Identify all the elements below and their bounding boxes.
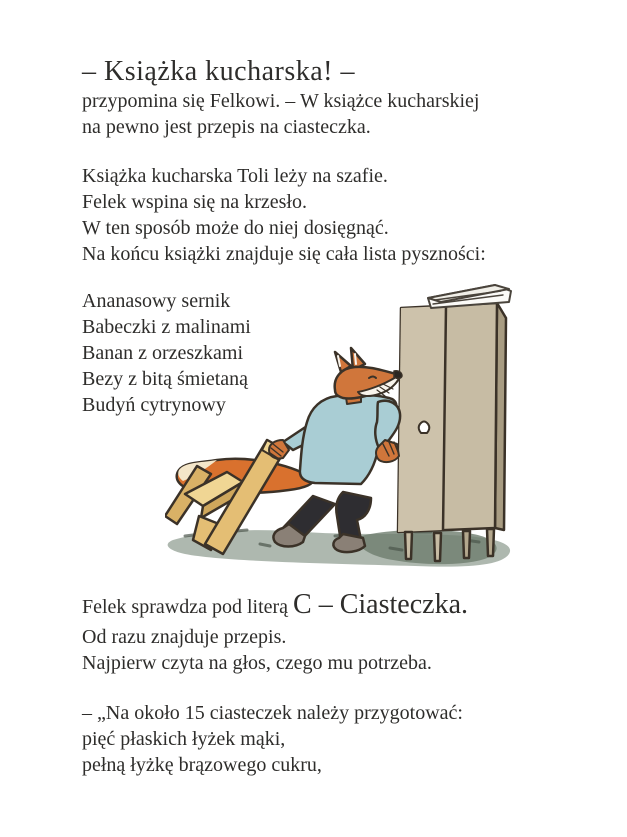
list-item: Babeczki z malinami [82, 316, 251, 338]
list-item: Banan z orzeszkami [82, 342, 244, 364]
big-text-segment: C – Ciasteczka. [293, 589, 468, 620]
text-segment: Felek sprawdza pod literą [82, 596, 294, 618]
text-line: pięć płaskich łyżek mąki, [82, 728, 286, 750]
list-item: Budyń cytrynowy [82, 394, 226, 416]
text-line: – „Na około 15 ciasteczek należy przygotować: [82, 702, 463, 724]
paragraph-2 [82, 163, 486, 267]
list-item: Bezy z bitą śmietaną [82, 368, 249, 390]
text-line [82, 588, 468, 624]
text-line: Książka kucharska Toli leży na szafie. [82, 165, 388, 187]
text-line: Najpierw czyta na głos, czego mu potrzeba. [82, 652, 432, 674]
text-line: przypomina się Felkowi. – W książce kucharskiej [82, 90, 480, 112]
paragraph-3 [82, 588, 468, 676]
text-line: Na końcu książki znajduje się cała lista pyszności: [82, 243, 486, 265]
text-line: Od razu znajduje przepis. [82, 626, 287, 648]
list-item: Ananasowy sernik [82, 290, 231, 312]
paragraph-4 [82, 700, 463, 778]
text-line: pełną łyżkę brązowego cukru, [82, 754, 322, 776]
page-title: – Książka kucharska! – [82, 56, 356, 87]
fox-felek [269, 348, 402, 552]
fox-wardrobe-illustration [165, 278, 555, 588]
wardrobe [398, 303, 506, 561]
text-line: na pewno jest przepis na ciasteczka. [82, 116, 371, 138]
text-line: Felek wspina się na krzesło. [82, 191, 307, 213]
paragraph-1 [82, 88, 480, 140]
text-line: W ten sposób może do niej dosięgnąć. [82, 217, 389, 239]
